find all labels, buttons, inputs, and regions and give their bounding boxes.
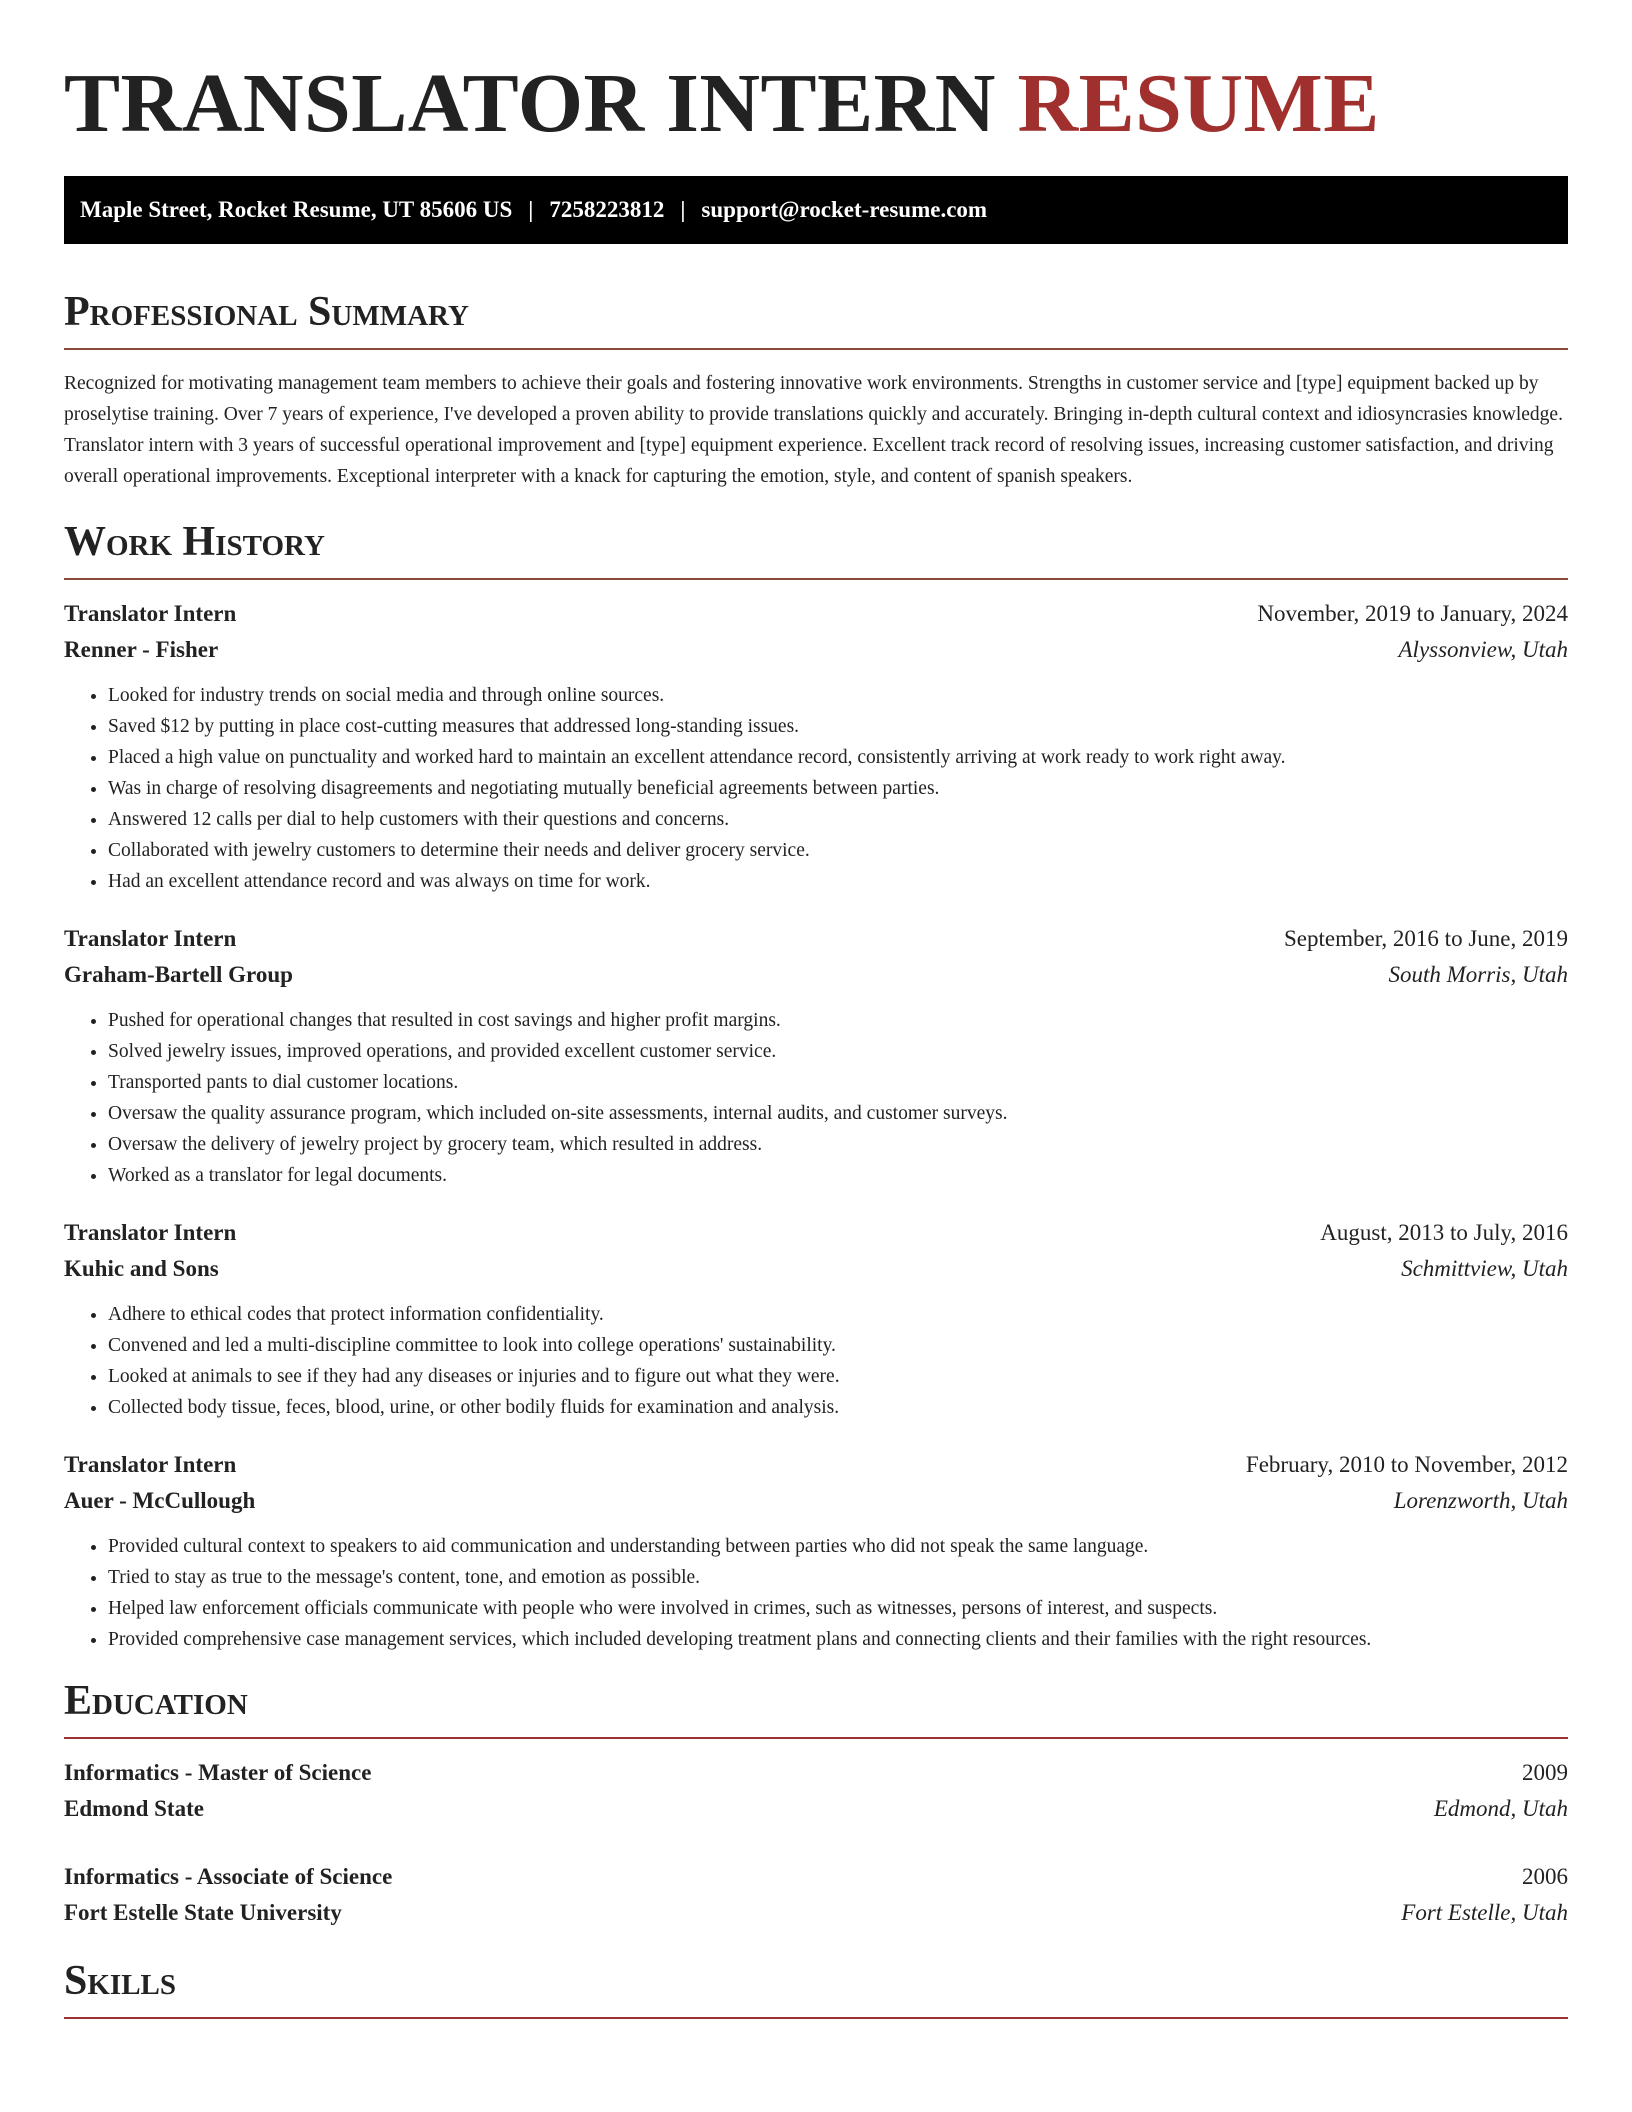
skills-section [64,1955,1568,2019]
job-title: Translator Intern [64,1220,237,1245]
list-item: • Provided cultural context to speakers to aid communication and understanding between parties who did not speak the same language. [108,1531,1568,1562]
contact-email: support@rocket-resume.com [701,197,988,222]
contact-phone: 7258223812 [549,197,665,222]
section-divider [64,2017,1568,2019]
job-dates: November, 2019 to January, 2024 [1257,601,1568,626]
job-bullets [64,1299,1568,1423]
job-title: Translator Intern [64,926,237,951]
job-entry [64,596,1568,897]
work-section [64,516,1568,1655]
job-entry [64,1447,1568,1655]
education-location: Edmond, Utah [1433,1796,1568,1821]
job-entry [64,1215,1568,1423]
contact-separator: | [680,197,686,222]
list-item: • Worked as a translator for legal documents. [108,1160,1568,1191]
education-location: Fort Estelle, Utah [1401,1900,1568,1925]
job-location: Lorenzworth, Utah [1393,1488,1568,1513]
education-degree: Informatics - Master of Science [64,1760,372,1785]
list-item: • Pushed for operational changes that resulted in cost savings and higher profit margins. [108,1005,1568,1036]
job-company: Graham-Bartell Group [64,962,293,987]
list-item: • Collaborated with jewelry customers to determine their needs and deliver grocery service. [108,835,1568,866]
resume-title [64,56,1568,152]
list-item: • Solved jewelry issues, improved operations, and provided excellent customer service. [108,1036,1568,1067]
summary-text: Recognized for motivating management team members to achieve their goals and fostering innovative work environments. Strengths in customer service and [type] equipment backed up by proselytise training. Over 7 years of experience, I've developed a proven ability to provide translations quickly and accurately. Bringing in-depth cultural context and idiosyncrasies knowledge. Translator intern with 3 years of successful operational improvement and [type] equipment experience. Excellent track record of resolving issues, increasing customer satisfaction, and driving overall operational improvements. Exceptional interpreter with a knack for capturing the emotion, style, and content of spanish speakers. [64,373,1563,487]
summary-section [64,286,1568,492]
section-heading: Education [64,1678,248,1724]
job-dates: February, 2010 to November, 2012 [1245,1452,1568,1477]
contact-address: Maple Street, Rocket Resume, UT 85606 US [80,197,513,222]
education-year: 2006 [1522,1864,1568,1889]
job-dates: September, 2016 to June, 2019 [1284,926,1568,951]
job-entry [64,921,1568,1191]
job-bullets [64,680,1568,897]
section-heading: Professional Summary [64,289,469,335]
education-section [64,1675,1568,1931]
job-bullets [64,1005,1568,1191]
job-location: South Morris, Utah [1388,962,1568,987]
job-company: Auer - McCullough [64,1488,256,1513]
job-location: Alyssonview, Utah [1398,637,1568,662]
education-school: Edmond State [64,1796,204,1821]
list-item: • Tried to stay as true to the message's content, tone, and emotion as possible. [108,1562,1568,1593]
section-divider [64,578,1568,580]
list-item: • Looked at animals to see if they had any diseases or injuries and to figure out what they were. [108,1361,1568,1392]
job-location: Schmittview, Utah [1401,1256,1568,1281]
job-title: Translator Intern [64,1452,237,1477]
section-heading: Skills [64,1958,177,2004]
section-heading: Work History [64,519,325,565]
list-item: • Placed a high value on punctuality and worked hard to maintain an excellent attendance record, consistently arriving at work ready to work right away. [108,742,1568,773]
job-company: Renner - Fisher [64,637,219,662]
education-degree: Informatics - Associate of Science [64,1864,393,1889]
list-item: • Oversaw the delivery of jewelry project by grocery team, which resulted in address. [108,1129,1568,1160]
list-item: • Helped law enforcement officials communicate with people who were involved in crimes, such as witnesses, persons of interest, and suspects. [108,1593,1568,1624]
list-item: • Was in charge of resolving disagreements and negotiating mutually beneficial agreements between parties. [108,773,1568,804]
section-divider [64,1737,1568,1739]
section-divider [64,348,1568,350]
list-item: • Saved $12 by putting in place cost-cutting measures that addressed long-standing issues. [108,711,1568,742]
title-accent: RESUME [1017,57,1380,150]
job-dates: August, 2013 to July, 2016 [1320,1220,1568,1245]
job-company: Kuhic and Sons [64,1256,219,1281]
contact-separator: | [528,197,534,222]
list-item: • Adhere to ethical codes that protect information confidentiality. [108,1299,1568,1330]
list-item: • Looked for industry trends on social media and through online sources. [108,680,1568,711]
list-item: • Provided comprehensive case management services, which included developing treatment plans and connecting clients and their families with the right resources. [108,1624,1568,1655]
list-item: • Convened and led a multi-discipline committee to look into college operations' sustainability. [108,1330,1568,1361]
title-main: TRANSLATOR INTERN [64,57,1018,150]
education-school: Fort Estelle State University [64,1900,342,1925]
education-entry [64,1755,1568,1827]
list-item: • Collected body tissue, feces, blood, urine, or other bodily fluids for examination and analysis. [108,1392,1568,1423]
list-item: • Answered 12 calls per dial to help customers with their questions and concerns. [108,804,1568,835]
contact-bar [64,176,1568,244]
education-year: 2009 [1522,1760,1568,1785]
list-item: • Oversaw the quality assurance program, which included on-site assessments, internal audits, and customer surveys. [108,1098,1568,1129]
job-title: Translator Intern [64,601,237,626]
list-item: • Had an excellent attendance record and was always on time for work. [108,866,1568,897]
job-bullets [64,1531,1568,1655]
education-entry [64,1859,1568,1931]
list-item: • Transported pants to dial customer locations. [108,1067,1568,1098]
